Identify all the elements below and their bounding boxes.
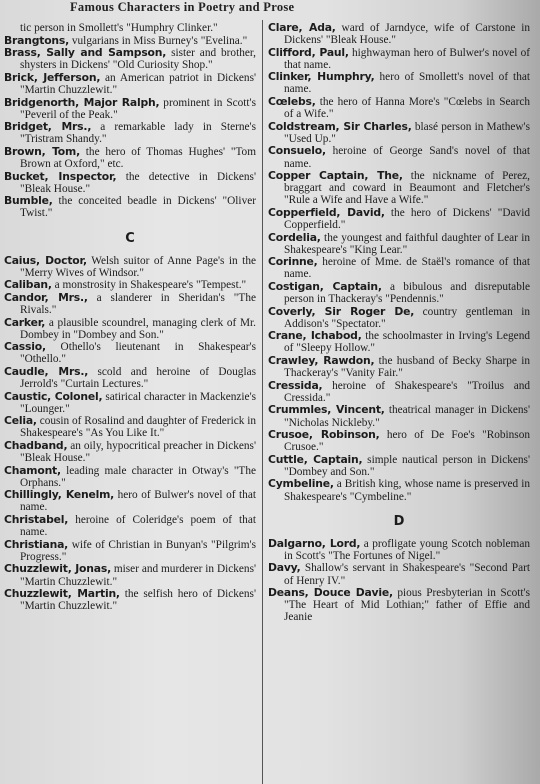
entry-description: a profligate young Scotch nobleman in Scott's "The Fortunes of Nigel.": [284, 537, 530, 562]
entry-description: leading male character in Otway's "The Orphans.": [20, 464, 256, 489]
entry-term: Christabel,: [4, 513, 69, 527]
entry-term: Clare, Ada,: [268, 21, 336, 34]
entry-description: pious Presbyterian in Scott's "The Heart of Mid Lothian;" father of Effie and Jeanie: [284, 587, 530, 624]
entry-description: the schoolmaster in Irving's Legend of "Sleepy Hollow.": [284, 330, 530, 355]
entry-term: Dalgarno, Lord,: [268, 536, 361, 550]
entry-description: an American patriot in Dickens' "Martin Chuzzlewit.": [20, 71, 257, 96]
character-entry: [268, 404, 530, 428]
entry-description: vulgarians in Miss Burney's "Evelina.": [69, 34, 248, 47]
character-entry: [4, 171, 256, 195]
entry-term: Cassio,: [4, 340, 46, 354]
entry-description: sister and brother, shysters in Dickens' "Old Curiosity Shop.": [20, 47, 257, 72]
character-entry: [4, 588, 256, 612]
character-entry: [268, 380, 530, 404]
character-entry: [268, 256, 530, 280]
character-entry: [268, 22, 530, 46]
entry-term: Costigan, Captain,: [268, 279, 382, 293]
entry-description: a monstrosity in Shakespeare's "Tempest.": [51, 279, 247, 292]
entry-description: the hero of Hanna More's "Cœlebs in Search of a Wife.": [284, 96, 530, 121]
entry-description: Welsh suitor of Anne Page's in the "Merry Wives of Windsor.": [20, 254, 256, 279]
entry-term: Clifford, Paul,: [268, 45, 349, 59]
character-entry: [268, 121, 530, 145]
character-entry: [4, 341, 256, 365]
entry-description: blasé person in Mathew's "Used Up.": [284, 120, 530, 145]
character-entry: [268, 71, 530, 95]
character-entry: [4, 366, 256, 390]
entry-description: the hero of Dickens' "David Copperfield.": [284, 206, 530, 231]
entry-description: heroine of Shakespeare's "Troilus and Cressida.": [284, 379, 530, 404]
entry-description: a plausible scoundrel, managing clerk of Mr. Dombey in "Dombey and Son.": [20, 316, 256, 341]
entry-term: Chamont,: [4, 463, 61, 477]
character-entry: [4, 121, 256, 145]
character-entry: [4, 563, 256, 587]
character-entry: [268, 538, 530, 562]
entry-term: Celia,: [4, 414, 37, 428]
character-entry: [268, 330, 530, 354]
character-entry: [268, 355, 530, 379]
entry-description: a bibulous and disreputable person in Thackeray's "Pendennis.": [284, 280, 531, 306]
entry-description: a remarkable lady in Sterne's "Tristram Shandy.": [20, 121, 256, 146]
entry-term: Cœlebs,: [268, 95, 316, 109]
character-entry: [4, 489, 256, 513]
entry-term: Caustic, Colonel,: [4, 389, 103, 403]
entry-term: Coverly, Sir Roger De,: [268, 304, 415, 318]
character-entry: [268, 281, 530, 305]
entry-term: Carker,: [4, 315, 46, 329]
character-entry: [268, 232, 530, 256]
entry-description: the youngest and faithful daughter of Lear in Shakespeare's "King Lear.": [284, 231, 530, 256]
character-entry: [268, 478, 530, 502]
left-column: [4, 22, 256, 613]
entry-term: Cordelia,: [268, 230, 321, 244]
character-entry: [4, 279, 256, 291]
character-entry: [4, 146, 256, 170]
entry-term: Cressida,: [268, 378, 323, 392]
entry-term: Davy,: [268, 561, 301, 575]
entry-description: the detective in Dickens' "Bleak House.": [20, 170, 256, 195]
entry-description: heroine of George Sand's novel of that name.: [284, 145, 530, 170]
entry-description: cousin of Rosalind and daughter of Frederick in Shakespeare's "As You Like It.": [20, 415, 256, 440]
entry-term: Brangtons,: [4, 33, 70, 47]
character-entry: [4, 391, 256, 415]
entry-description: the nickname of Perez, braggart and coward in Beaumont and Fletcher's "Rule a Wife and Have a Wife.": [284, 170, 530, 207]
entry-description: the selfish hero of Dickens' "Martin Chuzzlewit.": [20, 588, 256, 613]
entry-description: ward of Jarndyce, wife of Carstone in Dickens' "Bleak House.": [284, 22, 530, 47]
entry-term: Caudle, Mrs.,: [4, 364, 89, 378]
entry-description: satirical character in Mackenzie's "Lounger.": [20, 390, 256, 415]
entry-description: simple nautical person in Dickens' "Dombey and Son.": [284, 453, 530, 478]
entry-continuation: tic person in Smollett's "Humphry Clinker.": [20, 22, 218, 34]
character-entry: [268, 207, 530, 231]
entry-term: Caliban,: [4, 278, 52, 292]
entry-term: Bucket, Inspector,: [4, 169, 117, 183]
entry-term: Coldstream, Sir Charles,: [268, 119, 412, 133]
entry-description: wife of Christian in Bunyan's "Pilgrim's Progress.": [20, 538, 256, 563]
entry-term: Consuelo,: [268, 144, 326, 158]
entry-term: Chuzzlewit, Martin,: [4, 587, 120, 601]
entry-term: Crusoe, Robinson,: [268, 428, 380, 442]
entry-term: Crawley, Rawdon,: [268, 354, 375, 368]
entry-description: hero of Smollett's novel of that name.: [284, 71, 530, 96]
section-letter: D: [393, 513, 405, 529]
entry-term: Crane, Ichabod,: [268, 329, 362, 343]
entry-term: Brick, Jefferson,: [4, 70, 101, 84]
entry-term: Copper Captain, The,: [268, 169, 403, 183]
character-entry: [4, 72, 256, 96]
character-entry: [268, 562, 530, 586]
character-entry: [268, 170, 530, 206]
character-entry: [4, 465, 256, 489]
character-entry: [4, 35, 256, 47]
entry-term: Cuttle, Captain,: [268, 452, 363, 466]
character-entry: [4, 539, 256, 563]
entry-description: highwayman hero of Bulwer's novel of that name.: [284, 46, 531, 71]
column-divider: [262, 20, 263, 784]
entry-description: prominent in Scott's "Peveril of the Peak.": [20, 96, 256, 121]
character-entry: [268, 587, 530, 623]
character-entry: [268, 47, 530, 71]
entry-term: Corinne,: [268, 255, 318, 269]
section-letter: C: [125, 230, 135, 246]
entry-description: hero of De Foe's "Robinson Crusoe.": [284, 429, 531, 454]
entry-term: Bridget, Mrs.,: [4, 120, 92, 134]
entry-description: scold and heroine of Douglas Jerrold's "Curtain Lectures.": [20, 365, 256, 391]
entry-term: Chuzzlewit, Jonas,: [4, 562, 111, 576]
entry-term: Christiana,: [4, 537, 69, 551]
entry-term: Copperfield, David,: [268, 205, 385, 219]
character-entry: [4, 514, 256, 538]
character-entry: [4, 292, 256, 316]
character-entry: [4, 415, 256, 439]
character-entry: [4, 440, 256, 464]
entry-description: heroine of Coleridge's poem of that name.: [20, 514, 256, 539]
character-entry: [268, 145, 530, 169]
entry-description: country gentleman in Addison's "Spectator.": [284, 305, 530, 330]
character-entry: [4, 97, 256, 121]
entry-term: Candor, Mrs.,: [4, 290, 88, 304]
entry-description: heroine of Mme. de Staël's romance of that name.: [284, 256, 530, 281]
entry-description: the conceited beadle in Dickens' "Oliver Twist.": [20, 195, 256, 220]
running-head: Famous Characters in Poetry and Prose: [70, 0, 295, 14]
entry-description: the hero of Thomas Hughes' "Tom Brown at Oxford," etc.: [20, 145, 256, 171]
entry-description: miser and murderer in Dickens' "Martin Chuzzlewit.": [20, 563, 257, 588]
entry-term: Deans, Douce Davie,: [268, 586, 393, 600]
entry-description: Othello's lieutenant in Shakespear's "Othello.": [20, 341, 256, 366]
entry-description: an oily, hypocritical preacher in Dickens' "Bleak House.": [20, 440, 256, 465]
character-entry: [268, 429, 530, 453]
entry-term: Brass, Sally and Sampson,: [4, 46, 167, 60]
entry-description: a slanderer in Sheridan's "The Rivals.": [20, 291, 256, 316]
entry-term: Cymbeline,: [268, 477, 334, 491]
character-entry: [268, 96, 530, 120]
character-entry: [268, 454, 530, 478]
entry-description: Shallow's servant in Shakespeare's "Second Part of Henry IV.": [284, 562, 530, 587]
character-entry: [4, 255, 256, 279]
character-entry: [4, 195, 256, 219]
entry-term: Chillingly, Kenelm,: [4, 488, 115, 502]
entry-term: Crummles, Vincent,: [268, 403, 385, 417]
character-entry: [268, 306, 530, 330]
character-entry: [4, 47, 256, 71]
entry-term: Bumble,: [4, 194, 53, 208]
entry-term: Clinker, Humphry,: [268, 70, 375, 84]
entry-description: a British king, whose name is preserved in Shakespeare's "Cymbeline.": [284, 478, 530, 503]
entry-term: Caius, Doctor,: [4, 253, 87, 267]
entry-description: the husband of Becky Sharpe in Thackeray's "Vanity Fair.": [284, 355, 531, 380]
entry-term: Brown, Tom,: [4, 144, 80, 158]
entry-term: Chadband,: [4, 439, 68, 452]
entry-description: theatrical manager in Dickens' "Nicholas Nickleby.": [284, 404, 530, 429]
entry-term: Bridgenorth, Major Ralph,: [4, 95, 160, 109]
character-entry: [4, 317, 256, 341]
entry-description: hero of Bulwer's novel of that name.: [20, 489, 256, 514]
right-column: [268, 22, 530, 624]
